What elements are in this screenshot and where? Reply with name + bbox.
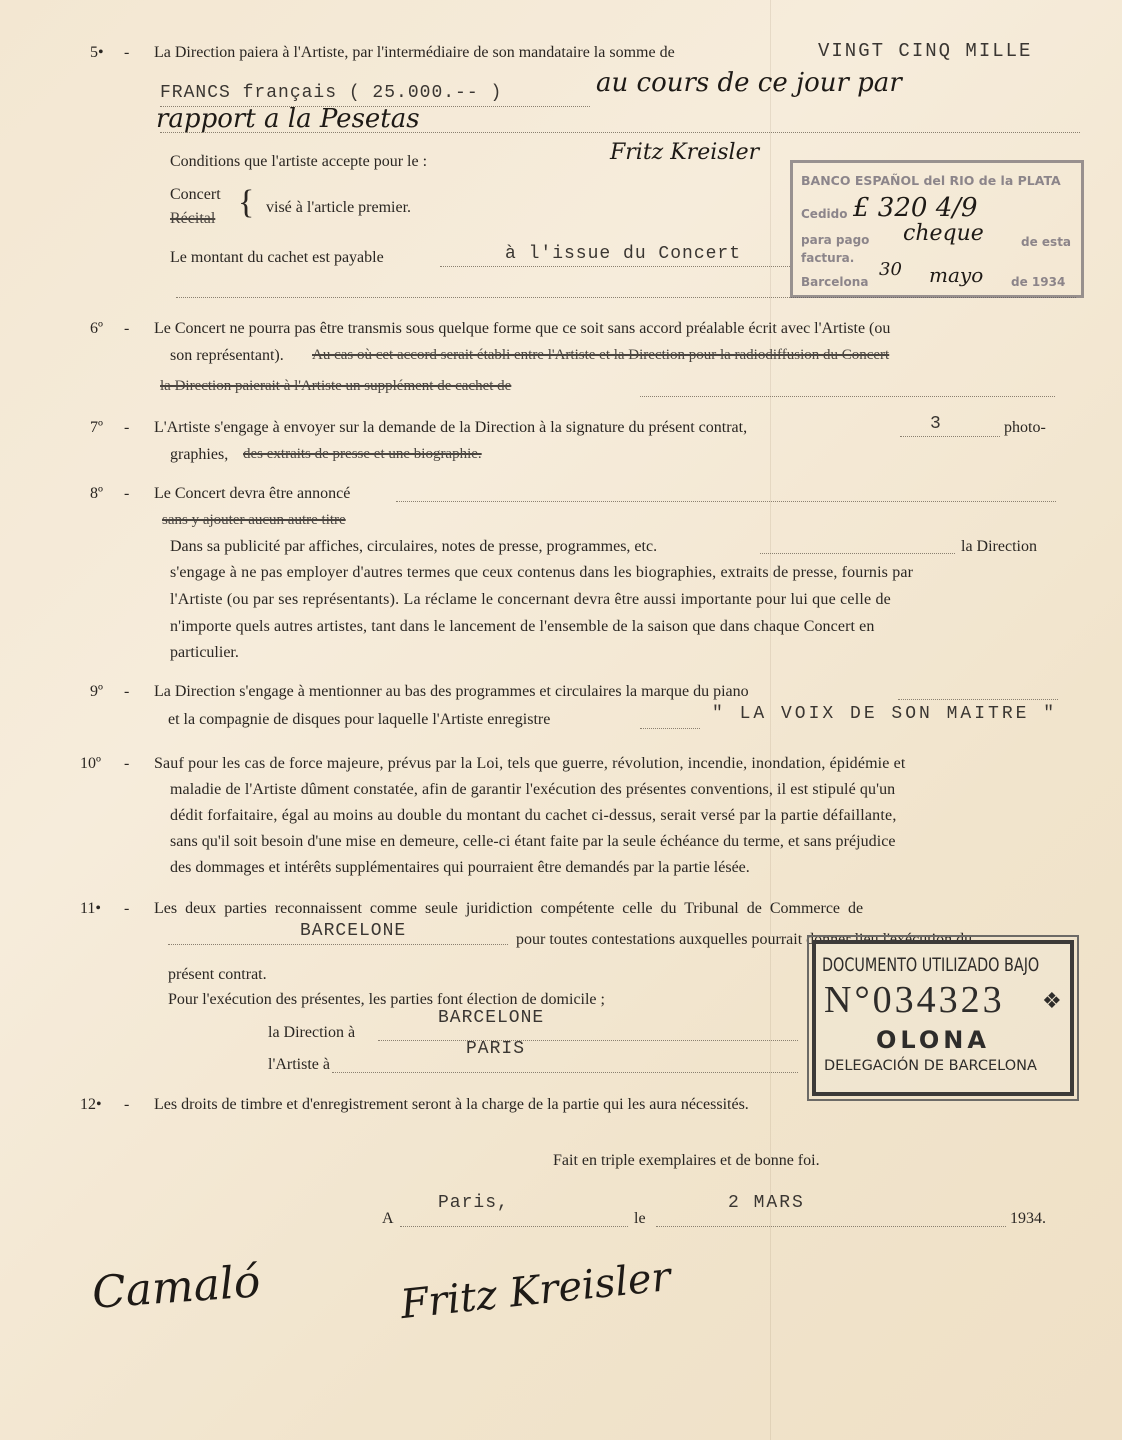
bank-stamp <box>790 160 1084 298</box>
direction-domicile-city: BARCELONE <box>438 1008 545 1028</box>
amount-dotted-line-2 <box>160 132 1080 133</box>
direction-domicile-dotted-line <box>378 1040 798 1041</box>
clause-11-dash: - <box>124 900 130 917</box>
clause-8-line1: Le Concert devra être annoncé <box>154 485 351 502</box>
clause-7-photo: photo- <box>1004 419 1046 436</box>
clause-5-handwritten-1: au cours de ce jour par <box>596 68 902 98</box>
clause-6-line2: son représentant). <box>170 347 284 364</box>
signature-upper: Fritz Kreisler <box>610 140 760 165</box>
clause-7-line1: L'Artiste s'engage à envoyer sur la demande de la Direction à la signature du présent contrat, <box>154 419 748 436</box>
clause-9-dotted-line-2 <box>640 728 700 729</box>
clause-11-line2: pour toutes contestations auxquelles pourrait donner lieu l'exécution du <box>516 931 973 948</box>
clause-5-amount-figures: FRANCS français ( 25.000.-- ) <box>160 83 503 103</box>
clause-11-dotted-line <box>168 944 508 945</box>
clause-8-line4: s'engage à ne pas employer d'autres termes que ceux contenus dans les biographies, extraits de presse, fournis par <box>170 564 914 581</box>
fait-en-triple: Fait en triple exemplaires et de bonne foi. <box>553 1152 820 1169</box>
clause-8-line5: l'Artiste (ou par ses représentants). La réclame le concernant devra être aussi importante pour lui que celle de <box>170 591 891 608</box>
clause-11-line3: présent contrat. <box>168 966 267 983</box>
bank-stamp-de-esta: de esta <box>1021 235 1072 249</box>
bank-stamp-cheque: cheque <box>903 221 984 246</box>
place-dotted-line <box>400 1226 628 1227</box>
clause-5-number: 5• <box>90 44 104 61</box>
clause-10-dash: - <box>124 755 130 772</box>
clause-7-struck: des extraits de presse et une biographie. <box>243 446 482 462</box>
bank-stamp-barcelona: Barcelona <box>801 275 869 289</box>
clause-8-line6: n'importe quels autres artistes, tant dans le lancement de l'ensemble de la saison que dans chaque Concert en <box>170 618 875 635</box>
clause-9-line2: et la compagnie de disques pour laquelle l'Artiste enregistre <box>168 711 551 728</box>
diamond-ornament-icon: ❖ <box>1042 988 1062 1013</box>
clause-8-line3-end: la Direction <box>961 538 1037 555</box>
bank-stamp-para-pago: para pago <box>801 233 870 247</box>
clause-5-handwritten-2: rapport a la Pesetas <box>156 104 420 134</box>
bank-stamp-day: 30 <box>879 259 902 280</box>
clause-5-line1: La Direction paiera à l'Artiste, par l'intermédiaire de son mandataire la somme de <box>154 44 675 61</box>
clause-7-photo-count: 3 <box>930 414 942 434</box>
clause-8-dotted-line <box>396 501 1056 502</box>
clause-8-line7: particulier. <box>170 644 239 661</box>
clause-6-dotted-line <box>640 396 1055 397</box>
clause-10-line4: sans qu'il soit besoin d'une mise en demeure, celle-ci étant faite par la seule échéance du terme, et sans préjudice <box>170 833 896 850</box>
clause-8-struck: sans y ajouter aucun autre titre <box>162 512 346 528</box>
clause-10-line5: des dommages et intérêts supplémentaires qui pourraient être demandés par la partie lésée. <box>170 859 750 876</box>
olona-stamp-line4: DELEGACIÓN DE BARCELONA <box>824 1058 1037 1074</box>
clause-9-dash: - <box>124 683 130 700</box>
clause-7-dotted-line <box>900 436 1000 437</box>
clause-7-dash: - <box>124 419 130 436</box>
clause-6-number: 6º <box>90 320 103 337</box>
payable-value: à l'issue du Concert <box>505 244 742 264</box>
bank-stamp-month: mayo <box>929 263 984 287</box>
date-label: le <box>634 1210 646 1227</box>
artiste-domicile-dotted-line <box>332 1072 798 1073</box>
clause-10-number: 10º <box>80 755 101 772</box>
clause-10-line2: maladie de l'Artiste dûment constatée, afin de garantir l'exécution des présentes conventions, il est stipulé qu'un <box>170 781 896 798</box>
bank-stamp-cedido: Cedido <box>801 207 848 221</box>
direction-domicile-label: la Direction à <box>268 1024 356 1041</box>
bank-stamp-title: BANCO ESPAÑOL del RIO de la PLATA <box>801 173 1061 188</box>
clause-10-line1: Sauf pour les cas de force majeure, prévus par la Loi, tels que guerre, révolution, incendie, inondation, épidémie et <box>154 755 906 772</box>
bank-stamp-year: de 1934 <box>1011 275 1066 289</box>
olona-stamp-number: N°034323 <box>824 979 1005 1021</box>
clause-11-line1: Les deux parties reconnaissent comme seule juridiction compétente celle du Tribunal de Commerce de <box>154 900 864 917</box>
clause-6-struck-1: Au cas où cet accord serait établi entre l'Artiste et la Direction pour la radiodiffusion du Concert <box>312 347 890 363</box>
artiste-domicile-city: PARIS <box>466 1039 526 1059</box>
clause-12-dash: - <box>124 1096 130 1113</box>
clause-10-line3: dédit forfaitaire, égal au moins au double du montant du cachet ci-dessus, serait versé par la partie défaillante, <box>170 807 897 824</box>
clause-12-line1: Les droits de timbre et d'enregistrement seront à la charge de la partie qui les aura nécessités. <box>154 1096 749 1113</box>
recital-option: Récital <box>170 210 216 227</box>
tribunal-city: BARCELONE <box>300 921 407 941</box>
payable-label: Le montant du cachet est payable <box>170 249 384 266</box>
signing-year: 1934. <box>1010 1210 1046 1227</box>
conditions-label: Conditions que l'artiste accepte pour le : <box>170 153 428 170</box>
payable-dotted-line <box>440 266 790 267</box>
clause-9-record-label: " LA VOIX DE SON MAITRE " <box>712 704 1058 724</box>
clause-6-struck-2: la Direction paierait à l'Artiste un supplément de cachet de <box>160 378 512 394</box>
clause-6-dash: - <box>124 320 130 337</box>
clause-8-dotted-line-2 <box>760 553 955 554</box>
signature-lower-right: Fritz Kreisler <box>398 1253 673 1329</box>
concert-option: Concert <box>170 186 221 203</box>
clause-7-line2: graphies, <box>170 446 229 463</box>
artiste-domicile-label: l'Artiste à <box>268 1056 330 1073</box>
clause-7-number: 7º <box>90 419 103 436</box>
clause-9-number: 9º <box>90 683 103 700</box>
signing-place: Paris, <box>438 1193 509 1213</box>
clause-6-line1: Le Concert ne pourra pas être transmis sous quelque forme que ce soit sans accord préalable écrit avec l'Artiste (ou <box>154 320 891 337</box>
vise-text: visé à l'article premier. <box>266 199 412 216</box>
signing-date: 2 MARS <box>728 1193 805 1213</box>
place-label: A <box>382 1210 394 1227</box>
clause-12-number: 12• <box>80 1096 102 1113</box>
bank-stamp-factura: factura. <box>801 251 855 265</box>
clause-9-dotted-line <box>898 699 1058 700</box>
clause-9-line1: La Direction s'engage à mentionner au bas des programmes et circulaires la marque du piano <box>154 683 749 700</box>
clause-11-number: 11• <box>80 900 102 917</box>
brace: { <box>238 184 255 221</box>
clause-11-line4: Pour l'exécution des présentes, les parties font élection de domicile ; <box>168 991 605 1008</box>
clause-8-line3: Dans sa publicité par affiches, circulaires, notes de presse, programmes, etc. <box>170 538 658 555</box>
olona-stamp-line1: DOCUMENTO UTILIZADO BAJO <box>822 954 1040 976</box>
clause-8-dash: - <box>124 485 130 502</box>
bank-stamp-amount: £ 320 4/9 <box>853 193 978 223</box>
clause-8-number: 8º <box>90 485 103 502</box>
clause-5-dash: - <box>124 44 130 61</box>
clause-5-amount-words: VINGT CINQ MILLE <box>818 40 1033 62</box>
olona-stamp <box>812 940 1074 1096</box>
olona-stamp-name: OLONA <box>876 1026 990 1054</box>
date-dotted-line <box>656 1226 1006 1227</box>
signature-lower-left: Camaló <box>90 1256 262 1319</box>
